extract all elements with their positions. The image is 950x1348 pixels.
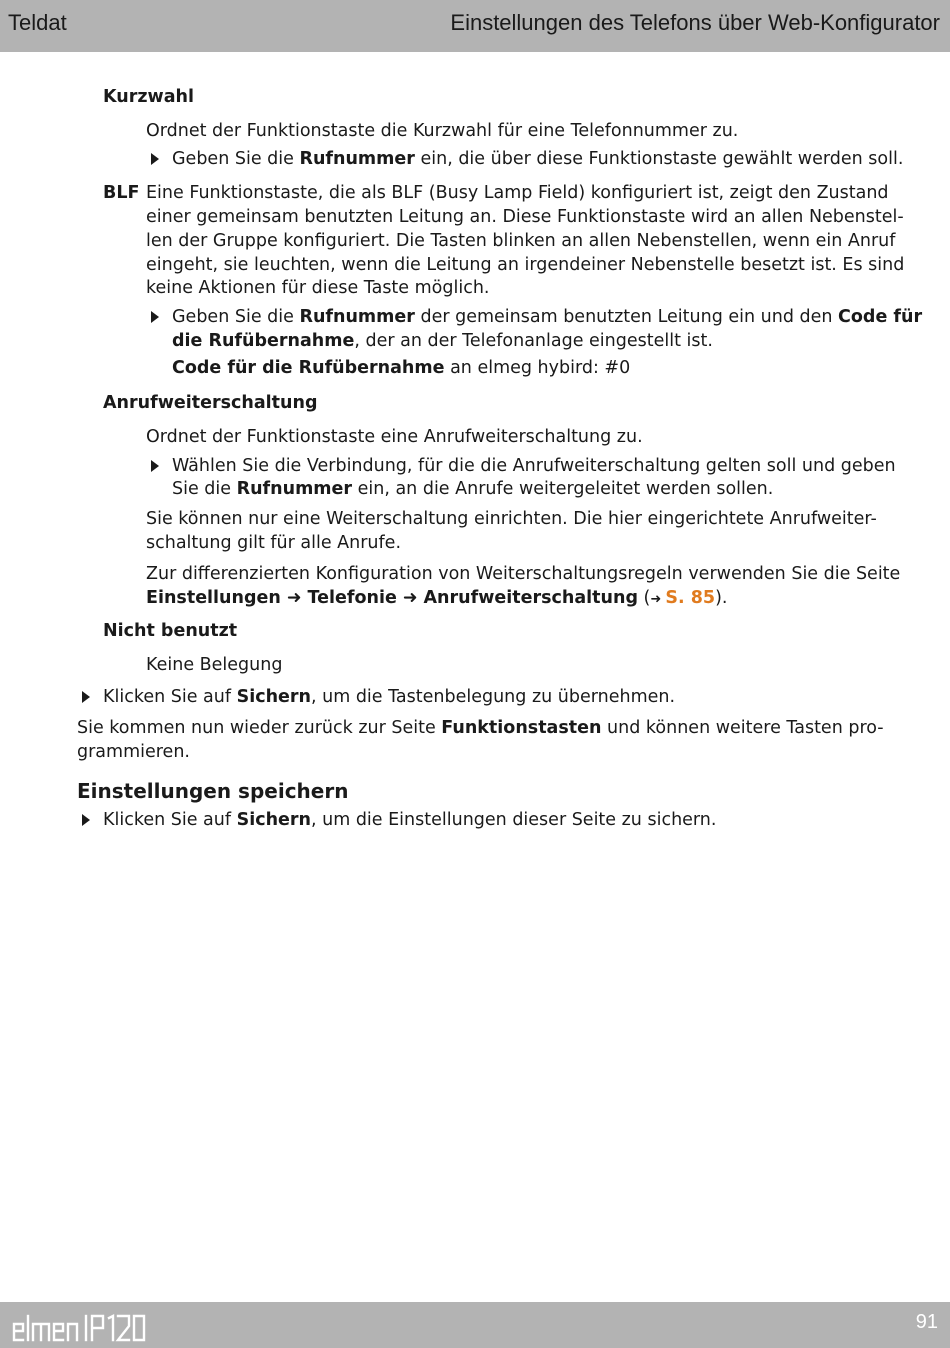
heading-nicht-benutzt: Nicht benutzt [103, 621, 238, 641]
blf-step-line-1: Geben Sie die Rufnummer der gemeinsam benutzten Leitung ein und den Code für [172, 307, 923, 327]
bullet-arrow-icon [151, 311, 159, 323]
bullet-arrow-icon [151, 460, 159, 472]
page-header [0, 0, 950, 52]
page-footer [0, 1302, 950, 1348]
anruf-ref-line-1: Zur differenzierten Konfiguration von Weiterschaltungsregeln verwenden Sie die Seite [146, 564, 901, 584]
anruf-note-line-2: schaltung gilt für alle Anrufe. [146, 533, 402, 553]
blf-line-3: len der Gruppe konfiguriert. Die Tasten blinken an allen Nebenstellen, wenn ein Anruf [146, 231, 896, 251]
header-brand: Teldat [8, 10, 67, 35]
label-blf: BLF [103, 183, 140, 203]
anruf-note-line-1: Sie können nur eine Weiterschaltung einrichten. Die hier eingerichtete Anrufweiter- [146, 509, 877, 529]
kurzwahl-step: Geben Sie die Rufnummer ein, die über diese Funktionstaste gewählt werden soll. [172, 149, 904, 169]
blf-line-4: eingeht, sie leuchten, wenn die Leitung an irgendeiner Nebenstelle besetzt ist. Es sind [146, 255, 905, 275]
back-text-line-2: grammieren. [77, 742, 190, 762]
blf-line-5: keine Aktionen für diese Taste möglich. [146, 278, 490, 298]
save-step: Klicken Sie auf Sichern, um die Einstellungen dieser Seite zu sichern. [103, 810, 717, 830]
path-arrow-icon: ➜ [402, 588, 418, 608]
page-number: 91 [915, 1311, 938, 1333]
path-arrow-icon: ➜ [286, 588, 302, 608]
blf-line-1: Eine Funktionstaste, die als BLF (Busy Lamp Field) konfiguriert ist, zeigt den Zustand [146, 183, 889, 203]
blf-code-note: Code für die Rufübernahme an elmeg hybird: #0 [172, 358, 631, 378]
blf-step-line-2: die Rufübernahme, der an der Telefonanlage eingestellt ist. [172, 331, 713, 351]
header-chapter-title: Einstellungen des Telefons über Web-Konfigurator [450, 10, 940, 35]
nicht-description: Keine Belegung [146, 655, 283, 675]
anruf-description: Ordnet der Funktionstaste eine Anrufweiterschaltung zu. [146, 427, 643, 447]
bullet-arrow-icon [82, 691, 90, 703]
anruf-ref-line-2: Einstellungen ➜ Telefonie ➜ Anrufweiterschaltung (➜ S. 85). [146, 588, 728, 608]
anruf-step-line-1: Wählen Sie die Verbindung, für die die Anrufweiterschaltung gelten soll und geben [172, 456, 896, 476]
bullet-arrow-icon [151, 153, 159, 165]
heading-kurzwahl: Kurzwahl [103, 87, 194, 107]
bullet-arrow-icon [82, 814, 90, 826]
blf-line-2: einer gemeinsam benutzten Leitung an. Diese Funktionstaste wird an allen Nebenstel- [146, 207, 904, 227]
heading-anrufweiterschaltung: Anrufweiterschaltung [103, 393, 318, 413]
sichern-step: Klicken Sie auf Sichern, um die Tastenbelegung zu übernehmen. [103, 687, 676, 707]
ref-arrow-icon: ➜ [650, 592, 666, 607]
back-text-line-1: Sie kommen nun wieder zurück zur Seite Funktionstasten und können weitere Tasten pro- [77, 718, 884, 738]
kurzwahl-description: Ordnet der Funktionstaste die Kurzwahl für eine Telefonnummer zu. [146, 121, 739, 141]
page-reference-link[interactable]: S. 85 [665, 588, 716, 608]
anruf-step-line-2: Sie die Rufnummer ein, an die Anrufe weitergeleitet werden sollen. [172, 479, 774, 499]
elmeg-logo [12, 1314, 147, 1342]
heading-einstellungen-speichern: Einstellungen speichern [77, 779, 349, 803]
